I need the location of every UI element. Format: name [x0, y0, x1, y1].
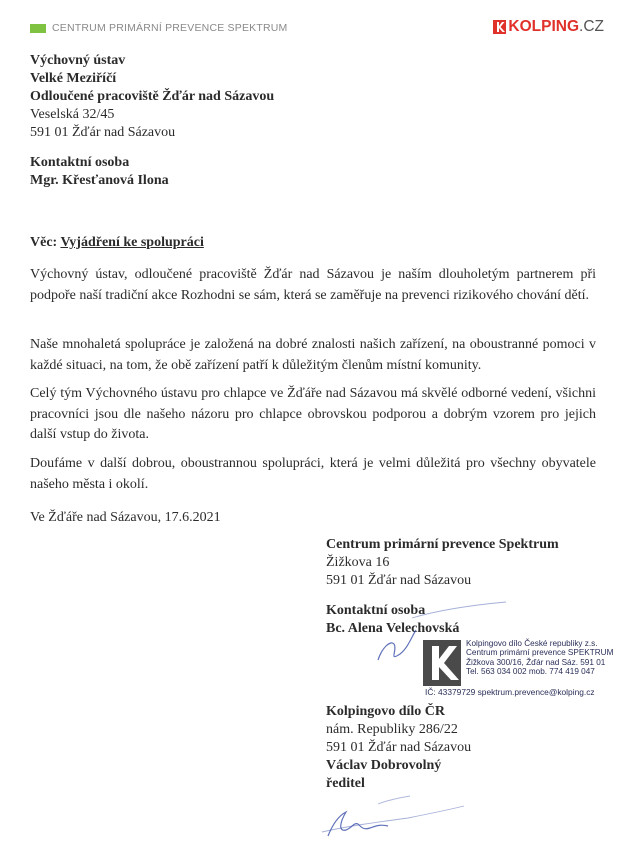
recipient-line: Velké Meziříčí [30, 71, 117, 86]
recipient-address [30, 52, 274, 142]
stamp-ic-line: IČ: 43379729 spektrum.prevence@kolping.cz [425, 687, 595, 697]
logo-name: KOLPING [508, 18, 580, 35]
recipient-line: Výchovný ústav [30, 53, 126, 68]
logo-tld: .CZ [579, 18, 604, 35]
organization-stamp [423, 639, 619, 701]
recipient-contact [30, 154, 169, 190]
contact-name: Mgr. Křesťanová Ilona [30, 173, 169, 188]
contact-label: Kontaktní osoba [30, 155, 130, 170]
subject-text: Vyjádření ke spolupráci [60, 235, 204, 250]
contact-label: Kontaktní osoba [326, 603, 426, 618]
org-name: Kolpingovo dílo ČR [326, 704, 446, 719]
subject-label: Věc: [30, 235, 58, 250]
contact-name: Bc. Alena Velechovská [326, 621, 460, 636]
org-person: Václav Dobrovolný [326, 758, 442, 773]
sender-address [326, 536, 559, 590]
stamp-text [466, 639, 613, 677]
kolping-logo [493, 18, 604, 36]
stamp-line: Tel. 563 034 002 mob. 774 419 047 [466, 667, 595, 677]
kolping-k-icon [493, 20, 506, 34]
sender-name: Centrum primární prevence Spektrum [326, 537, 559, 552]
green-bar-icon [30, 24, 46, 33]
subject-line [30, 235, 204, 251]
letterhead-org-name: CENTRUM PRIMÁRNÍ PREVENCE SPEKTRUM [52, 22, 288, 34]
paragraph: Výchovný ústav, odloučené pracoviště Žďár nad Sázavou je naším dlouholetým partnerem při podpoře naší tradiční akce Rozhodni se sám, která se zaměřuje na prevenci rizikového chování dětí. [30, 267, 596, 303]
org-city: 591 01 Žďár nad Sázavou [326, 740, 472, 755]
letterhead [30, 18, 604, 38]
paragraph: Celý tým Výchovného ústavu pro chlapce ve Žďáře nad Sázavou má skvělé odborné vedení, všichni pracovníci jsou dle našeho názoru pro chlapce obrovskou podporou a dobrým vzorem pro jejich další vstup do života. [30, 386, 596, 442]
place-date: Ve Žďáře nad Sázavou, 17.6.2021 [30, 510, 221, 525]
recipient-street: Veselská 32/45 [30, 107, 115, 122]
recipient-line: Odloučené pracoviště Žďár nad Sázavou [30, 89, 275, 104]
org-role: ředitel [326, 776, 365, 791]
stamp-line: Žižkova 300/16, Žďár nad Sáz. 591 01 [466, 657, 606, 667]
recipient-city: 591 01 Žďár nad Sázavou [30, 125, 176, 140]
stamp-line: Centrum primární prevence SPEKTRUM [466, 648, 614, 658]
sender-city: 591 01 Žďár nad Sázavou [326, 573, 472, 588]
sender-street: Žižkova 16 [326, 555, 390, 570]
organization-address [326, 703, 471, 793]
org-street: nám. Republiky 286/22 [326, 722, 458, 737]
kolping-stamp-logo-icon [423, 640, 461, 686]
stamp-line: Kolpingovo dílo České republiky z.s. [466, 639, 598, 648]
paragraph: Naše mnohaletá spolupráce je založená na dobré znalosti našich zařízení, na oboustranné pomoci v každé situaci, na tom, že obě zařízení patří k důležitým členům místní komunity. [30, 337, 596, 373]
signature-dobrovolny [318, 792, 468, 844]
paragraph: Doufáme v další dobrou, oboustrannou spolupráci, která je velmi důležitá pro všechny obyvatele našeho města i okolí. [30, 456, 596, 492]
